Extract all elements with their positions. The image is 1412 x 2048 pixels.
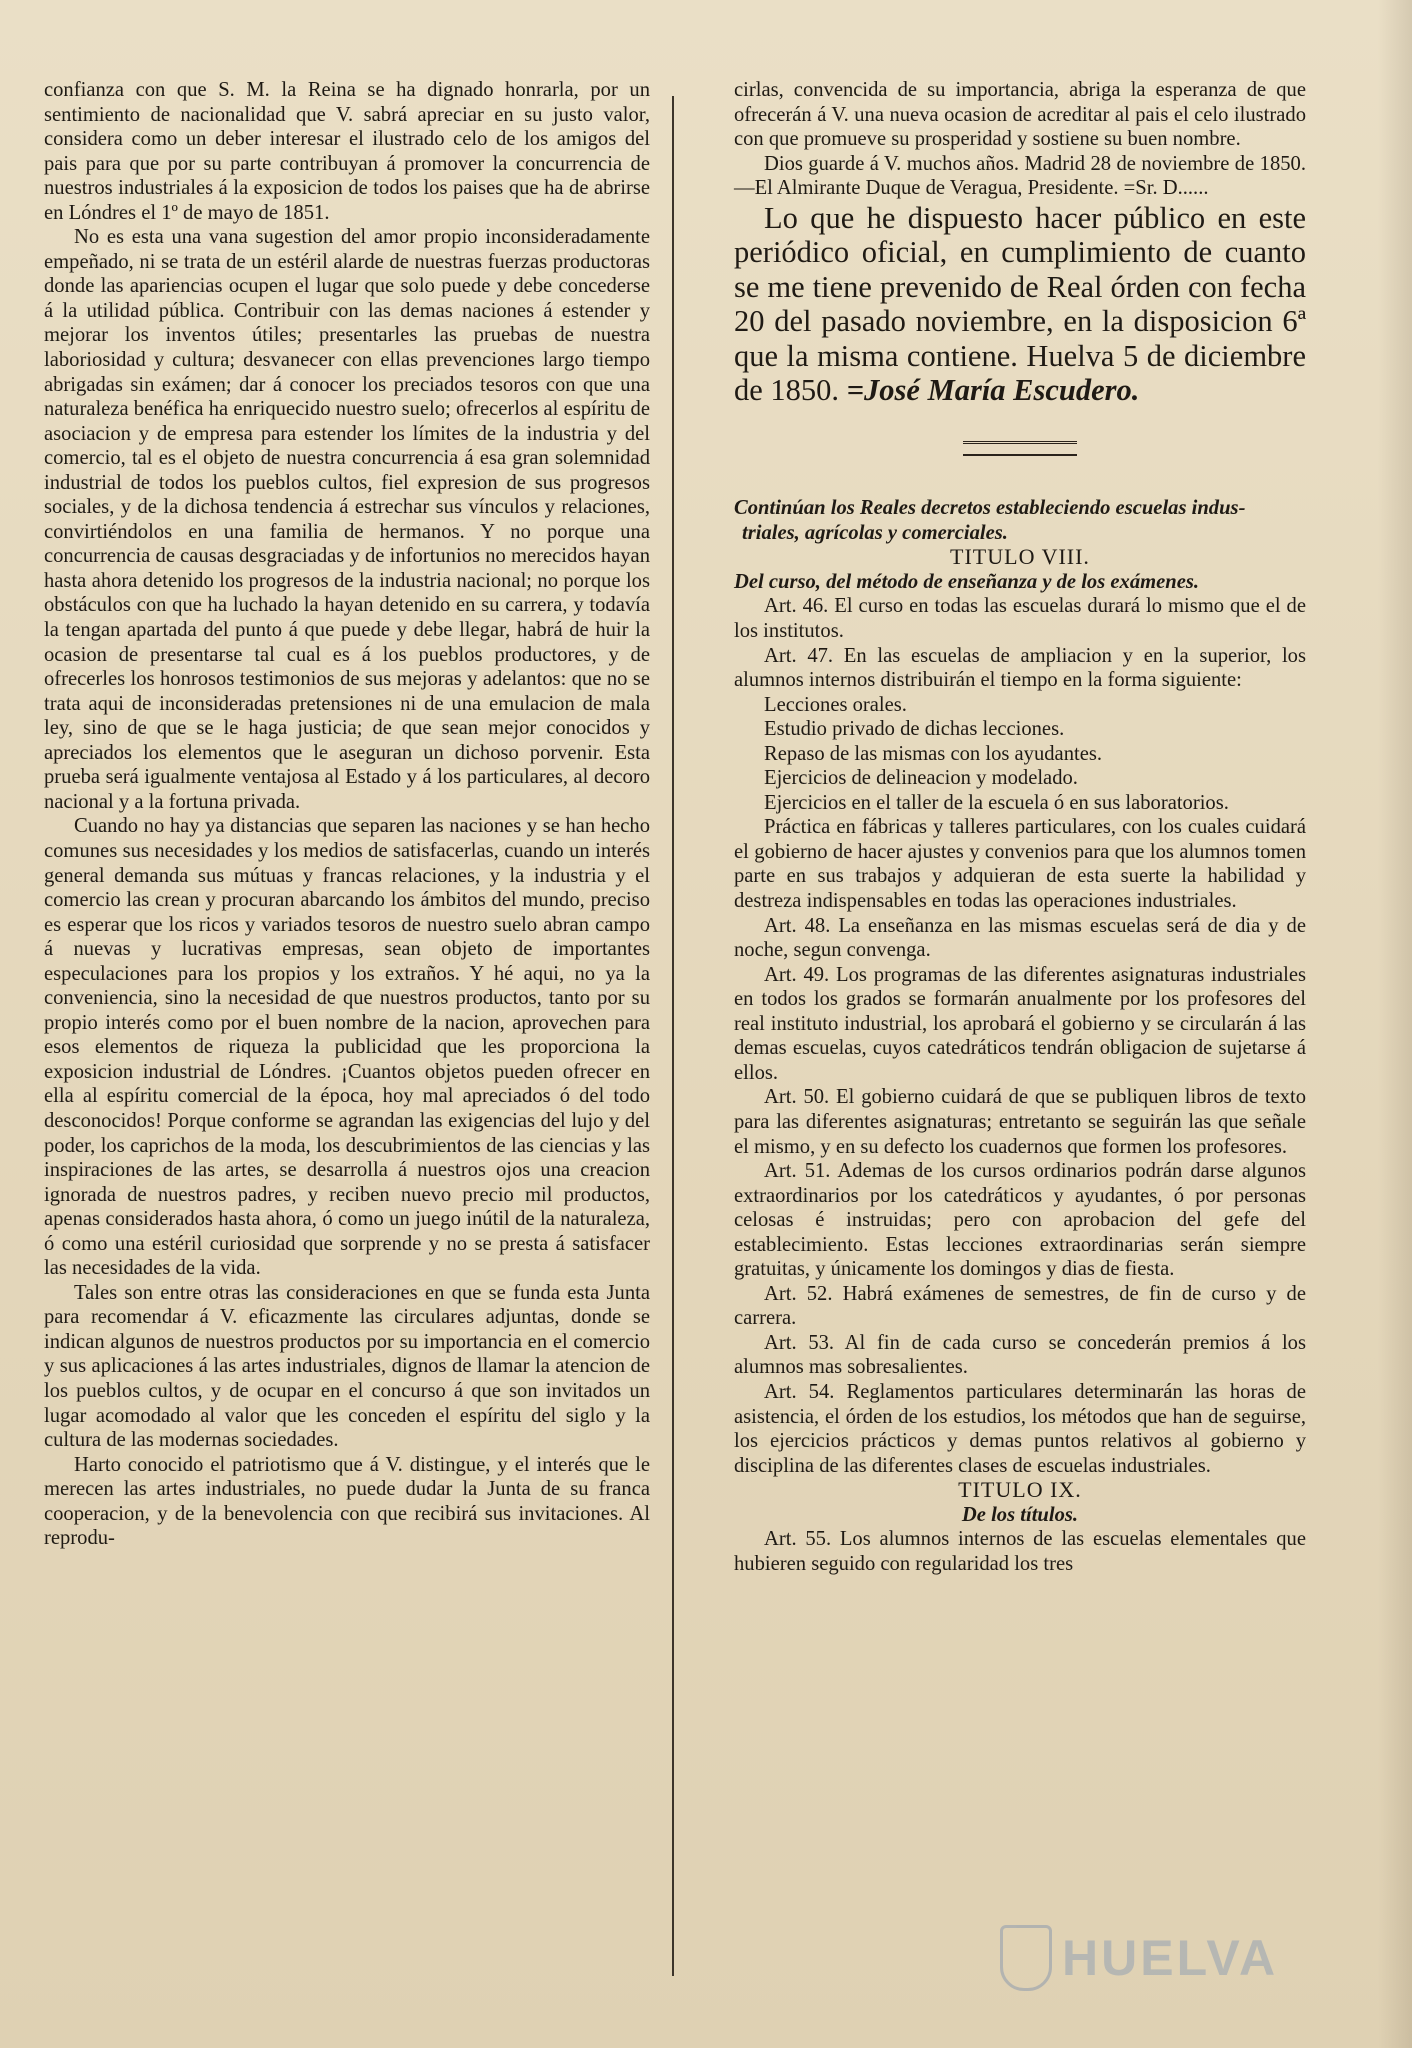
list-item-3: Repaso de las mismas con los ayudantes. — [764, 742, 1103, 765]
official-notice-text: Lo que he dispuesto hacer público en este periódico oficial, en cumplimiento de cuanto se me tiene prevenido de Real órden con fecha 20 del pasado noviembre, en la disposicion 6ª que la misma contiene. Huelva 5 de diciembre de 1850. — [734, 200, 1306, 408]
titulo-viii-subtitle: Del curso, del método de enseñanza y de los exámenes. — [734, 570, 1200, 593]
coat-of-arms-icon — [1000, 1925, 1052, 1991]
double-rule-ornament — [963, 441, 1077, 456]
section-intro-rest: triales, agrícolas y comerciales. — [742, 521, 1008, 544]
left-paragraph-2: No es esta una vana sugestion del amor propio inconsideradamente empeñado, ni se trata de un estéril alarde de nuestras fuerzas productoras donde las apariencias ocupen el lugar que solo puede y debe concederse á la utilidad pública. Contribuir con las demas naciones á estender y mejorar los inventos útiles; presentarles las pruebas de nuestra laboriosidad y cultura; desvanecer con ellas prevenciones largo tiempo abrigadas sin exámen; dar á conocer los preciados tesoros con que una naturaleza benéfica ha enriquecido nuestro suelo; ofrecerlos al espíritu de asociacion y de empresa para estender los límites de la industria y del comercio, tal es el objeto de nuestra concurrencia á esa gran solemnidad industrial de todos los pueblos cultos, fiel expresion de sus progresos sociales, y de la dichosa tendencia á estrechar sus vínculos y relaciones, convirtiéndolos en una familia de hermanos. Y no porque una concurrencia de causas desgraciadas y de infortunios no merecidos hayan hasta ahora detenido los progresos de la industria nacional; no porque los obstáculos con que ha luchado la hayan detenido en su carrera, y todavía la tengan apartada del punto á que puede y debe llegar, habrá de huir la ocasion de presentarse tal cual es á los pueblos productores, y de ofrecerles los honrosos testimonios de sus mejoras y adelantos: que no se trata aqui de inconsideradas pretensiones ni de una emulacion de mala ley, sino de que se le haga justicia; de que sean mejor conocidos y apreciados los elementos que le aseguran un dichoso porvenir. Esta prueba será igualmente ventajosa al Estado y á los particulares, al decoro nacional y a la fortuna privada. — [44, 226, 650, 813]
article-51: Art. 51. Ademas de los cursos ordinarios podrán darse algunos extraordinarios por los catedráticos y ayudantes, ó por personas celosas é instruidas; pero con aprobacion del gefe del establecimiento. Estas lecciones extraordinarias serán siempre gratuitas, y únicamente los domingos y dias de fiesta. — [734, 1160, 1306, 1281]
article-53: Art. 53. Al fin de cada curso se concederán premios á los alumnos mas sobresalientes. — [734, 1331, 1306, 1379]
article-48: Art. 48. La enseñanza en las mismas escuelas será de dia y de noche, segun convenga. — [734, 914, 1306, 962]
left-paragraph-4: Tales son entre otras las consideraciones en que se funda esta Junta para recomendar á V. eficazmente las circulares adjuntas, donde se indican algunos de nuestros productos por su importancia en el comercio y sus aplicaciones á las artes industriales, dignos de llamar la atencion de los pueblos cultos, y de ocupar en el concurso á que son invitados un lugar acomodado al valor que les conceden el espíritu del siglo y la cultura de las modernas sociedades. — [44, 1281, 650, 1452]
right-paragraph-1: cirlas, convencida de su importancia, abriga la esperanza de que ofrecerán á V. una nueva ocasion de acreditar al pais el celo ilustrado con que promueve su prosperidad y sostiene su buen nombre. — [734, 79, 1306, 151]
article-47: Art. 47. En las escuelas de ampliacion y en la superior, los alumnos internos distribuirán el tiempo en la forma siguiente: — [734, 644, 1306, 692]
list-item-5: Ejercicios en el taller de la escuela ó en sus laboratorios. — [764, 791, 1229, 814]
list-item-2: Estudio privado de dichas lecciones. — [764, 718, 1065, 741]
section-intro — [734, 496, 1306, 545]
article-50: Art. 50. El gobierno cuidará de que se publiquen libros de texto para las diferentes asignaturas; entretanto se seguirán las que señale el mismo, y en su defecto los cuadernos que formen los profesores. — [734, 1086, 1306, 1158]
article-46: Art. 46. El curso en todas las escuelas durará lo mismo que el de los institutos. — [734, 595, 1306, 643]
left-paragraph-1: confianza con que S. M. la Reina se ha dignado honrarla, por un sentimiento de nacionalidad que V. sabrá apreciar en su justo valor, considera como un deber interesar el ilustrado celo de los amigos del pais para que por su parte contribuyan á promover la concurrencia de nuestros industriales á la exposicion de todos los paises que ha de abrirse en Lóndres el 1º de mayo de 1851. — [44, 79, 650, 224]
titulo-ix-subtitle: De los títulos. — [961, 1503, 1079, 1526]
article-49: Art. 49. Los programas de las diferentes asignaturas industriales en todos los grados se formarán anualmente por los profesores del real instituto industrial, los aprobará el gobierno y se circularán á las demas escuelas, cuyos catedráticos tendrán obligacion de sujetarse á ellos. — [734, 963, 1306, 1084]
left-paragraph-5: Harto conocido el patriotismo que á V. distingue, y el interés que le merecen las artes industriales, no puede dudar la Junta de su franca cooperacion, y de la benevolencia con que recibirá sus invitaciones. Al reprodu- — [44, 1453, 650, 1550]
article-52: Art. 52. Habrá exámenes de semestres, de fin de curso y de carrera. — [734, 1282, 1306, 1330]
official-notice — [734, 201, 1306, 408]
left-column — [44, 78, 650, 1551]
right-column — [734, 78, 1306, 1576]
watermark-text: HUELVA — [1062, 1930, 1279, 1986]
official-notice-signature: =José María Escudero. — [846, 373, 1140, 408]
list-item-4: Ejercicios de delineacion y modelado. — [764, 767, 1078, 790]
list-item-6: Práctica en fábricas y talleres particulares, con los cuales cuidará el gobierno de hacer ajustes y convenios para que los alumnos tomen parte en sus trabajos y adquieran de esta suerte la habilidad y destreza indispensables en todas las operaciones industriales. — [734, 816, 1306, 913]
column-divider — [672, 96, 674, 1976]
right-paragraph-2: Dios guarde á V. muchos años. Madrid 28 de noviembre de 1850.—El Almirante Duque de Veragua, Presidente. =Sr. D...... — [734, 152, 1306, 200]
page-edge-shadow — [1378, 0, 1412, 2048]
titulo-viii-heading: TITULO VIII. — [950, 544, 1090, 570]
list-item-1: Lecciones orales. — [764, 693, 907, 716]
titulo-ix-heading: TITULO IX. — [958, 1477, 1082, 1503]
section-divider — [734, 438, 1306, 463]
archive-watermark — [1000, 1925, 1278, 1991]
article-54: Art. 54. Reglamentos particulares determinarán las horas de asistencia, el órden de los estudios, los métodos que han de seguirse, los ejercicios prácticos y demas puntos relativos al gobierno y disciplina de las diferentes clases de escuelas industriales. — [734, 1380, 1306, 1477]
left-paragraph-3: Cuando no hay ya distancias que separen las naciones y se han hecho comunes sus necesidades y los medios de satisfacerlas, cuando un interés general demanda sus mútuas y francas relaciones, y la industria y el comercio las crean y procuran abarcando los ámbitos del mundo, preciso es esperar que los ricos y variados tesoros de nuestro suelo abran campo á nuevas y lucrativas empresas, sean objeto de importantes especulaciones para los propios y los extraños. Y hé aqui, no ya la conveniencia, sino la necesidad de que nuestros productos, tanto por su propio interés como por el buen nombre de la nacion, aprovechen para esos elementos de riqueza la publicidad que les proporciona la exposicion industrial de Lóndres. ¡Cuantos objetos pueden ofrecer en ella al espíritu comercial de la época, hoy mal apreciados ó del todo desconocidos! Porque conforme se agrandan las exigencias del lujo y del poder, los caprichos de la moda, los descubrimientos de las ciencias y las inspiraciones de las artes, se desarrolla á nuestros ojos una creacion ignorada de nuestros padres, y reciben nuevo precio mil productos, apenas considerados hasta ahora, ó como un juego inútil de la naturaleza, ó como una estéril curiosidad que sorprende y no se presta á satisfacer las necesidades de la vida. — [44, 815, 650, 1280]
section-intro-first: Continúan los Reales decretos estableciendo escuelas indus- — [734, 497, 1246, 520]
article-55: Art. 55. Los alumnos internos de las escuelas elementales que hubieren seguido con regularidad los tres — [734, 1528, 1306, 1575]
